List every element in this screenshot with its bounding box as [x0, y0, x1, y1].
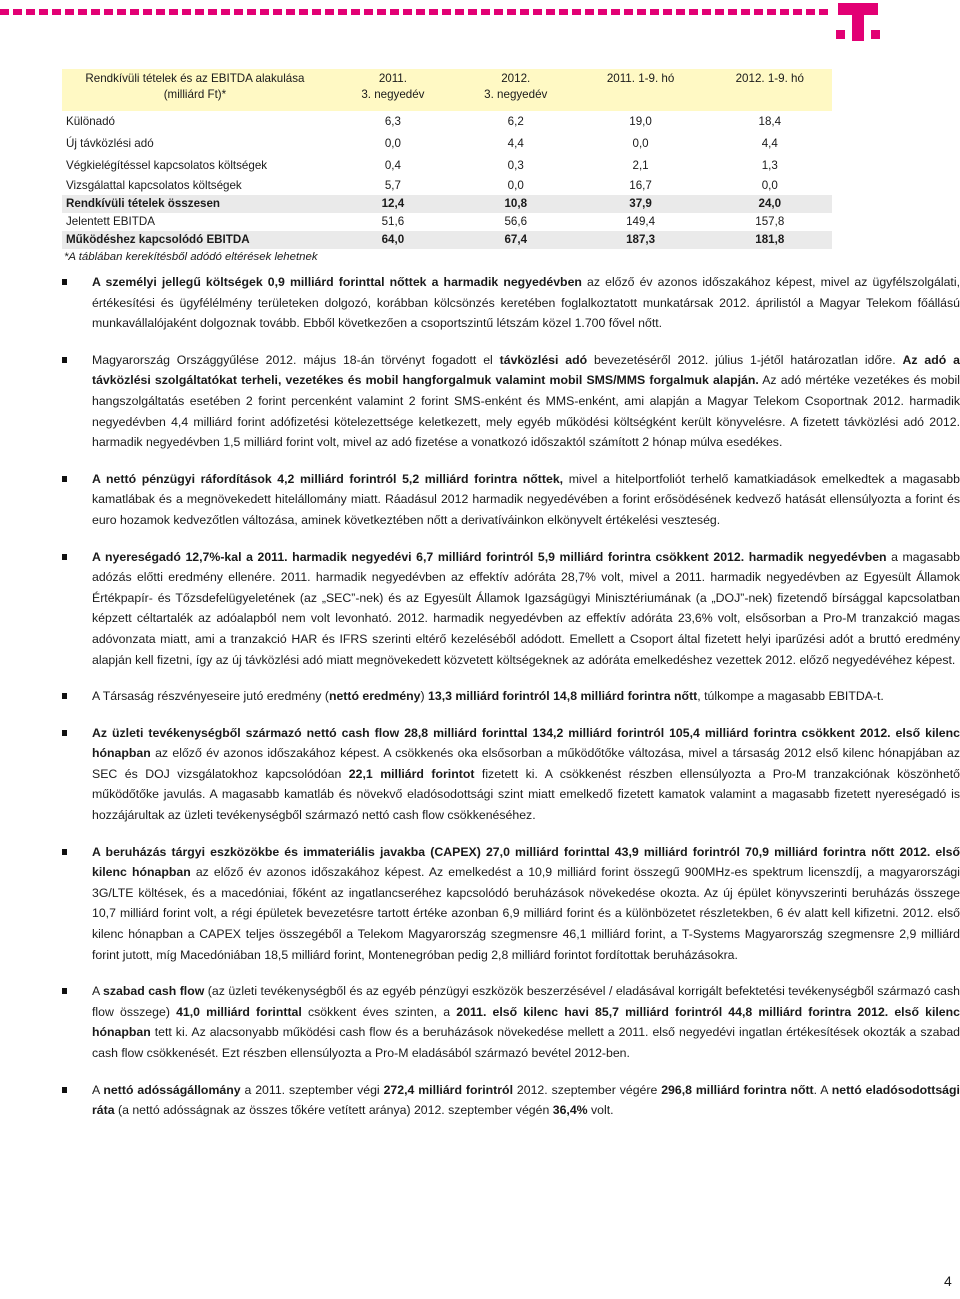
header-dot	[637, 9, 646, 15]
header-dot	[39, 9, 48, 15]
bullet-net-debt: A nettó adósságállomány a 2011. szeptember végi 272,4 milliárd forintról 2012. szeptember végére 296,8 milliárd forintra nőtt. A nettó eladósodottsági ráta (a nettó adósságnak az összes tőkére vetített aránya) 2012. szeptember végén 36,4% volt.	[62, 1080, 960, 1121]
header-dot	[156, 9, 165, 15]
row-label: Jelentett EBITDA	[66, 215, 155, 228]
header-dot	[221, 9, 230, 15]
table-header-label: Rendkívüli tételek és az EBITDA alakulása (milliárd Ft)*	[85, 72, 305, 101]
header-dot	[806, 9, 815, 15]
header-dot	[546, 9, 555, 15]
header-dot	[299, 9, 308, 15]
header-dot	[494, 9, 503, 15]
header-dot	[91, 9, 100, 15]
header-dot	[481, 9, 490, 15]
bullet-operating-cash-flow: Az üzleti tevékenységből származó nettó cash flow 28,8 milliárd forinttal 134,2 milliárd forintról 105,4 milliárd forintra csökkent 2012. első kilenc hónapban az előző év azonos időszakához képest. A csökkenés oka elsősorban a működőtőke változása, mivel a társaság 2012 első kilenc hónapjában az SEC és DOJ vizsgálatokhoz kapcsolódóan 22,1 milliárd forintot fizetett ki. A csökkenést részben ellensúlyozta a Pro-M tranzakciónak köszönhető működőtőke javulás. A magasabb kamatláb és növekvő eladósodottsági szint miatt emelkedő fizetett kamatok valamint a magasabb fizetett nyereségadó is hozzájárultak az üzleti tevékenységből származó nettó cash flow csökkenéséhez.	[62, 723, 960, 826]
header-dot	[663, 9, 672, 15]
header-dot	[455, 9, 464, 15]
cell-value: 10,8	[504, 197, 528, 210]
cell-value: 0,4	[384, 159, 401, 172]
header-dot	[689, 9, 698, 15]
row-label: Működéshez kapcsolódó EBITDA	[66, 233, 250, 246]
cell-value: 37,9	[629, 197, 652, 210]
table-header-col3: 2011. 1-9. hó	[606, 72, 675, 85]
row-label: Különadó	[66, 115, 115, 128]
table-row	[62, 133, 832, 155]
cell-value: 67,4	[504, 233, 528, 246]
header-dot	[416, 9, 425, 15]
cell-value: 157,8	[755, 215, 785, 228]
table-header-row	[62, 69, 832, 111]
cell-value: 187,3	[626, 233, 656, 246]
header-dot	[104, 9, 113, 15]
cell-value: 64,0	[381, 233, 405, 246]
header-dot	[195, 9, 204, 15]
cell-value: 4,4	[761, 137, 778, 150]
cell-value: 2,1	[632, 159, 649, 172]
header-dot	[533, 9, 542, 15]
row-label: Végkielégítéssel kapcsolatos költségek	[66, 159, 268, 172]
header-dot	[52, 9, 61, 15]
header-dot	[702, 9, 711, 15]
bullet-capex: A beruházás tárgyi eszközökbe és immateriális javakba (CAPEX) 27,0 milliárd forinttal 43,9 milliárd forintról 70,9 milliárd forintra nőtt 2012. első kilenc hónapban az előző év azonos időszakához képest. Az emelkedést a 10,9 milliárd forint összegű 900MHz-es spektrum licenszdíj, a magyarországi 3G/LTE költések, és a macedóniai, főként az ingatlancseréhez kapcsolódó beruházások növekedése okozta. Az új épület könyvszerinti beruházás összege 10,7 milliárd forint volt, a régi épületek bevezetésre tartott értéke azonban 6,9 milliárd forint és a különbözetet részletekben, 6 év alatt kell kifizetni. 2012. első kilenc hónapban a CAPEX teljes összegéből a Telekom Magyarország szegmensre 46,1 milliárd forint, a T-Systems Magyarország szegmensre 2,9 milliárd forint jutott, míg Macedóniában 18,5 milliárd forint, Montenegróban pedig 2,8 milliárd forintot fordítottak beruházásokra.	[62, 842, 960, 966]
header-dot	[741, 9, 750, 15]
bullet-marker	[62, 357, 67, 363]
extraordinary-items-table	[62, 69, 832, 263]
cell-value: 16,7	[629, 179, 652, 192]
header-dot	[78, 9, 87, 15]
header-dot	[767, 9, 776, 15]
bullet-marker	[62, 988, 67, 994]
bullet-marker	[62, 849, 67, 855]
cell-value: 5,7	[384, 179, 401, 192]
header-dot	[572, 9, 581, 15]
header-dot	[351, 9, 360, 15]
bullet-marker	[62, 476, 67, 482]
header-dot	[117, 9, 126, 15]
cell-value: 149,4	[626, 215, 656, 228]
header-dot	[325, 9, 334, 15]
table-row-subtotal	[62, 195, 832, 213]
header-dot	[442, 9, 451, 15]
cell-value: 1,3	[761, 159, 778, 172]
bullet-net-income: A Társaság részvényeseire jutó eredmény (nettó eredmény) 13,3 milliárd forintról 14,8 milliárd forintra nőtt, túlkompe a magasabb EBITDA-t.	[62, 686, 960, 707]
table-row	[62, 177, 832, 195]
cell-value: 51,6	[381, 215, 405, 228]
header-dot	[0, 9, 9, 15]
bullet-income-tax: A nyereségadó 12,7%-kal a 2011. harmadik negyedévi 6,7 milliárd forintról 5,9 milliárd forintra csökkent 2012. harmadik negyedévben a magasabb adózás előtti eredmény ellenére. 2011. harmadik negyedévben az effektív adóráta 28,7% volt, mivel a 2011. harmadik negyedévben az Egyesült Államok Értékpapír- és Tőzsdefelügyeletének (az „SEC”-nek) és az Egyesült Államok Igazságügyi Minisztériumának (a „DOJ”-nek) fizetendő bírsággal kapcsolatban képzett céltartalék az adóalapból nem volt levonható. 2012. harmadik negyedévben az effektív adóráta 23,6% volt, elsősorban a Pro-M tranzakció magas adóvonzata miatt, ami a tranzakció HAR és IFRS szerinti eltérő kezeléséből adódott. Emellett a Csoport által fizetett helyi iparűzési adót a bruttó eredmény alapján kell fizetni, így az új távközlési adó miatt megnövekedett közvetett költségeknek az adóráta emelkedéshez vezettek 2012. előző negyedévéhez képest.	[62, 547, 960, 671]
header-dot	[559, 9, 568, 15]
bullet-marker	[62, 1087, 67, 1093]
header-dot	[364, 9, 373, 15]
bullet-marker	[62, 693, 67, 699]
header-dot	[273, 9, 282, 15]
table-row	[62, 155, 832, 177]
header-dot	[611, 9, 620, 15]
header-dot	[754, 9, 763, 15]
cell-value: 6,2	[507, 115, 524, 128]
header-dot	[260, 9, 269, 15]
bullet-marker	[62, 279, 67, 285]
cell-value: 24,0	[758, 197, 782, 210]
header-dot	[468, 9, 477, 15]
header-dot	[390, 9, 399, 15]
bullet-net-financial-expenses: A nettó pénzügyi ráfordítások 4,2 milliárd forintról 5,2 milliárd forintra nőttek, mivel a hitelportfoliót terhelő kamatkiadások emelkedtek a magasabb kamatlábak és a megnövekedett hitelállomány miatt. Ráadásul 2012 harmadik negyedévében a forint erősödésének kedvező hatását ellensúlyozta a forint és euro hozamok kedvezőtlen változása, aminek következtében nőtt a derivatíváinkon elkönyvelt értékelési veszteség.	[62, 469, 960, 531]
page-number: 4	[944, 1273, 952, 1289]
table-row	[62, 111, 832, 133]
cell-value: 0,0	[761, 179, 778, 192]
cell-value: 4,4	[507, 137, 524, 150]
header-dot	[819, 9, 828, 15]
header-dot	[676, 9, 685, 15]
header-dot	[26, 9, 35, 15]
header-dot	[650, 9, 659, 15]
row-label: Új távközlési adó	[66, 137, 154, 150]
bullet-marker	[62, 554, 67, 560]
table-header-col1: 2011. 3. negyedév	[361, 72, 425, 101]
cell-value: 6,3	[384, 115, 401, 128]
bullet-personnel-costs: A személyi jellegű költségek 0,9 milliárd forinttal nőttek a harmadik negyedévben az előző év azonos időszakához képest, mivel az ügyfélszolgálati, értékesítési és ügyfélélmény területeken dolgozó, korábban kölcsönzés keretében foglalkoztatott munkatársak 2012. áprilistól a Magyar Telekom főállású munkavállalójaként dolgoznak tovább. Ebből következően a csoportszintű létszám közel 1.700 fővel nőtt.	[62, 272, 960, 334]
bullet-telecom-tax: Magyarország Országgyűlése 2012. május 18-án törvényt fogadott el távközlési adó bevezetéséről 2012. július 1-jétől határozatlan időre. Az adó a távközlési szolgáltatókat terheli, vezetékes és mobil hangforgalmuk valamint mobil SMS/MMS forgalmuk alapján. Az adó mértéke vezetékes és mobil hangszolgáltatás esetében 2 forint percenként valamint 2 forint SMS-enként és MMS-enként, ami alapján a Magyar Telekom Csoportnak 2012. harmadik negyedévben 4,4 milliárd forint adófizetési kötelezettsége keletkezett, mely egyéb működési költségként került könyvelésre. A fizetett távközlési adó 2012. harmadik negyedévben 1,5 milliárd forint volt, mivel az adó fizetése a vonatkozó időszaktól számított 2 hónap múlva esedékes.	[62, 350, 960, 453]
telekom-t-logo	[838, 0, 878, 44]
bullet-marker	[62, 730, 67, 736]
header-dot	[234, 9, 243, 15]
header-dot	[182, 9, 191, 15]
commentary-bullets	[62, 272, 960, 1121]
header-dot	[312, 9, 321, 15]
cell-value: 0,0	[632, 137, 649, 150]
row-label: Rendkívüli tételek összesen	[66, 197, 221, 210]
header-dot	[143, 9, 152, 15]
header-dot	[403, 9, 412, 15]
header-dot	[130, 9, 139, 15]
cell-value: 0,0	[507, 179, 524, 192]
table-row	[62, 213, 832, 231]
table-footnote: *A táblában kerekítésből adódó eltérések lehetnek	[64, 251, 318, 263]
bullet-free-cash-flow: A szabad cash flow (az üzleti tevékenységből és az egyéb pénzügyi eszközök beszerzésével / eladásával korrigált befektetési tevékenységből származó cash flow összege) 41,0 milliárd forinttal csökkent éves szinten, a 2011. első kilenc havi 85,7 milliárd forintról 44,8 milliárd forintra 2012. első kilenc hónapban tett ki. Az alacsonyabb működési cash flow és a beruházások növekedése mellett a 2011. első negyedévi ingatlan értékesítések okozták a szabad cash flow csökkenését. Ezt részben ellensúlyozta a Pro-M eladásából származó bevétel 2012-ben.	[62, 981, 960, 1063]
header-dot	[520, 9, 529, 15]
header-dot	[585, 9, 594, 15]
header-dot	[715, 9, 724, 15]
header-dot	[598, 9, 607, 15]
header-dot	[507, 9, 516, 15]
header-dot	[169, 9, 178, 15]
cell-value: 0,3	[507, 159, 524, 172]
table-header-col2: 2012. 3. negyedév	[484, 72, 548, 101]
header-dot	[247, 9, 256, 15]
cell-value: 19,0	[629, 115, 652, 128]
header-dotted-line	[0, 9, 830, 15]
header-dot	[429, 9, 438, 15]
header-dot	[377, 9, 386, 15]
cell-value: 56,6	[504, 215, 528, 228]
row-label: Vizsgálattal kapcsolatos költségek	[66, 179, 242, 192]
table-header-col4: 2012. 1-9. hó	[735, 72, 804, 85]
header-dot	[338, 9, 347, 15]
table-row-total	[62, 231, 832, 249]
header-dot	[728, 9, 737, 15]
header-dot	[780, 9, 789, 15]
cell-value: 181,8	[755, 233, 785, 246]
header-dot	[13, 9, 22, 15]
header-dot	[208, 9, 217, 15]
cell-value: 18,4	[758, 115, 782, 128]
cell-value: 12,4	[381, 197, 405, 210]
header-dot	[624, 9, 633, 15]
cell-value: 0,0	[384, 137, 401, 150]
header-dot	[65, 9, 74, 15]
header-dot	[793, 9, 802, 15]
header-dot	[286, 9, 295, 15]
